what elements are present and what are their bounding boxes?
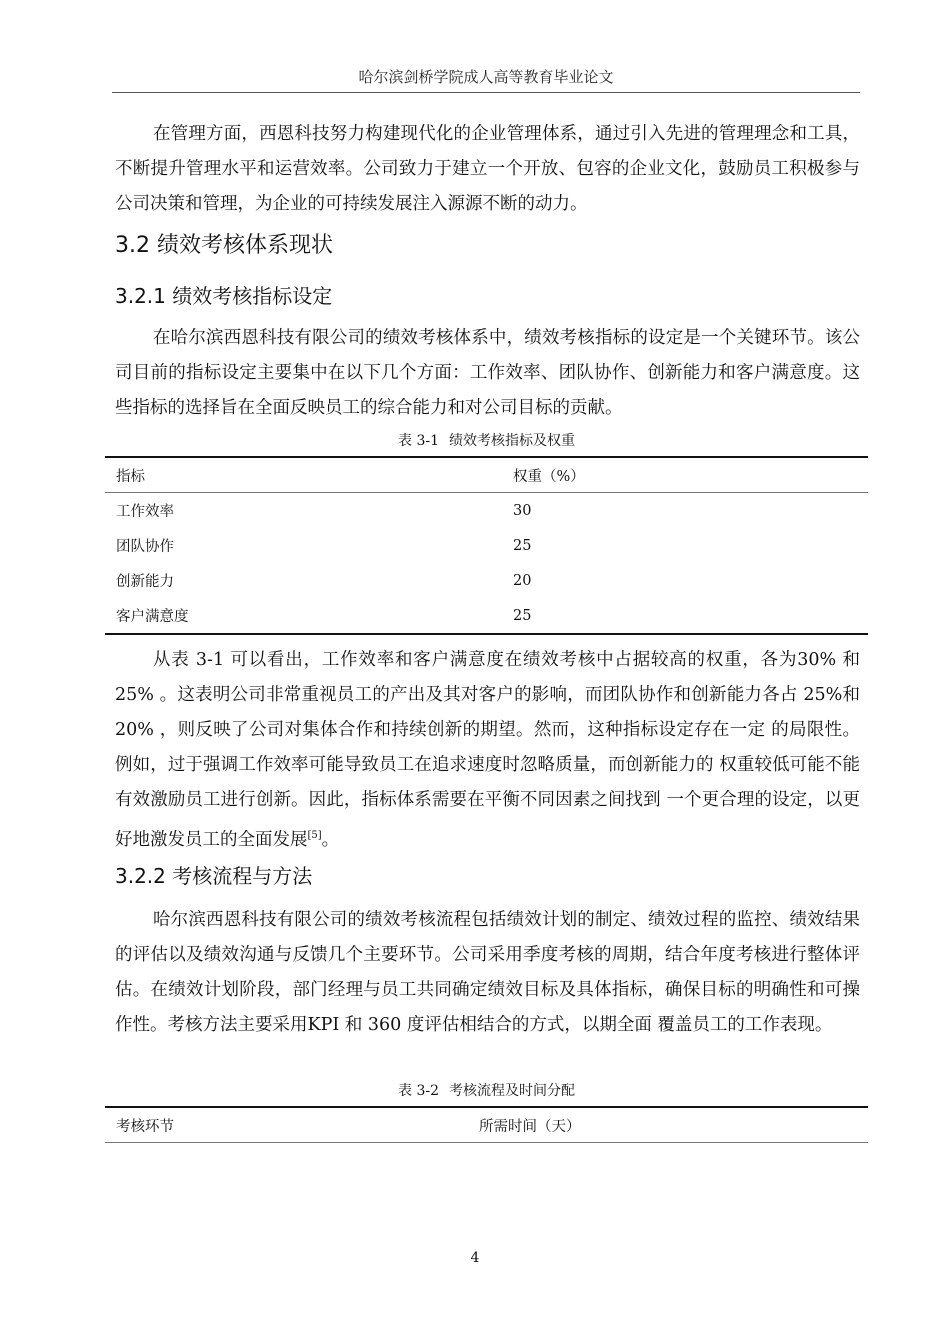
table-caption-3-1 xyxy=(105,430,868,450)
paragraph-3-2-1: 在哈尔滨西恩科技有限公司的绩效考核体系中，绩效考核指标的设定是一个关键环节。该公司目前的指标设定主要集中在以下几个方面：工作效率、团队协作、创新能力和客户满意度。这些指标的选择旨在全面反映员工的综合能力和对公司目标的贡献。 xyxy=(115,328,860,418)
table-header-cell: 权重（%） xyxy=(513,468,585,485)
table-header-row xyxy=(105,1107,868,1143)
section-heading-3-2-2: 3.2.2 考核流程与方法 xyxy=(115,864,313,888)
table-caption-3-2 xyxy=(105,1080,868,1100)
analysis-text-end: 。 xyxy=(321,829,340,850)
table-row xyxy=(105,493,868,529)
table-cell: 工作效率 xyxy=(116,504,174,520)
table-cell: 客户满意度 xyxy=(116,609,189,625)
table-row xyxy=(105,598,868,634)
page-header: 哈尔滨剑桥学院成人高等教育毕业论文 xyxy=(358,68,614,86)
table-cell: 创新能力 xyxy=(116,574,174,590)
table-caption-text: 考核流程及时间分配 xyxy=(449,1083,575,1099)
header-divider xyxy=(112,92,860,93)
weights-table xyxy=(105,456,868,635)
table-caption-text: 绩效考核指标及权重 xyxy=(449,433,575,449)
table-header-cell: 所需时间（天） xyxy=(479,1118,581,1135)
table-cell: 团队协作 xyxy=(116,539,174,555)
table-cell: 30 xyxy=(513,502,532,519)
analysis-paragraph xyxy=(115,643,860,858)
table-header-cell: 考核环节 xyxy=(116,1118,174,1135)
intro-paragraph: 在管理方面，西恩科技努力构建现代化的企业管理体系，通过引入先进的管理理念和工具，不断提升管理水平和运营效率。公司致力于建立一个开放、包容的企业文化，鼓励员工积极参与公司决策和管理，为企业的可持续发展注入源源不断的动力。 xyxy=(115,124,860,214)
table-header-row xyxy=(105,457,868,493)
paragraph-3-2-2: 哈尔滨西恩科技有限公司的绩效考核流程包括绩效计划的制定、绩效过程的监控、绩效结果的评估以及绩效沟通与反馈几个主要环节。公司采用季度考核的周期，结合年度考核进行整体评估。在绩效计划阶段，部门经理与员工共同确定绩效目标及具体指标，确保目标的明确性和可操作性。考核方法主要采用KPI 和 360 度评估相结合的方式，以期全面 覆盖员工的工作表现。 xyxy=(115,910,860,1035)
section-heading-3-2: 3.2 绩效考核体系现状 xyxy=(115,233,333,258)
table-header-cell: 指标 xyxy=(116,468,145,485)
citation-reference: [5] xyxy=(307,830,322,841)
table-caption-number: 表 3-2 xyxy=(398,1083,439,1099)
table-cell: 20 xyxy=(513,572,532,589)
analysis-text: 从表 3-1 可以看出，工作效率和客户满意度在绩效考核中占据较高的权重，各为30% 和 25% 。这表明公司非常重视员工的产出及其对客户的影响，而团队协作和创新能力各占 25%和 20% ，则反映了公司对集体合作和持续创新的期望。然而，这种指标设定存在一定 的局限性。例如，过于强调工作效率可能导致员工在追求速度时忽略质量，而创新能力的 权重较低可能不能有效激励员工进行创新。因此，指标体系需要在平衡不同因素之间找到 一个更合理的设定，以更好地激发员工的全面发展 xyxy=(115,650,860,850)
table-row xyxy=(105,563,868,598)
page-number: 4 xyxy=(470,1250,480,1266)
table-caption-number: 表 3-1 xyxy=(398,433,439,449)
table-row xyxy=(105,528,868,563)
table-cell: 25 xyxy=(513,607,532,624)
section-heading-3-2-1: 3.2.1 绩效考核指标设定 xyxy=(115,284,333,308)
table-cell: 25 xyxy=(513,537,532,554)
process-table xyxy=(105,1106,868,1143)
